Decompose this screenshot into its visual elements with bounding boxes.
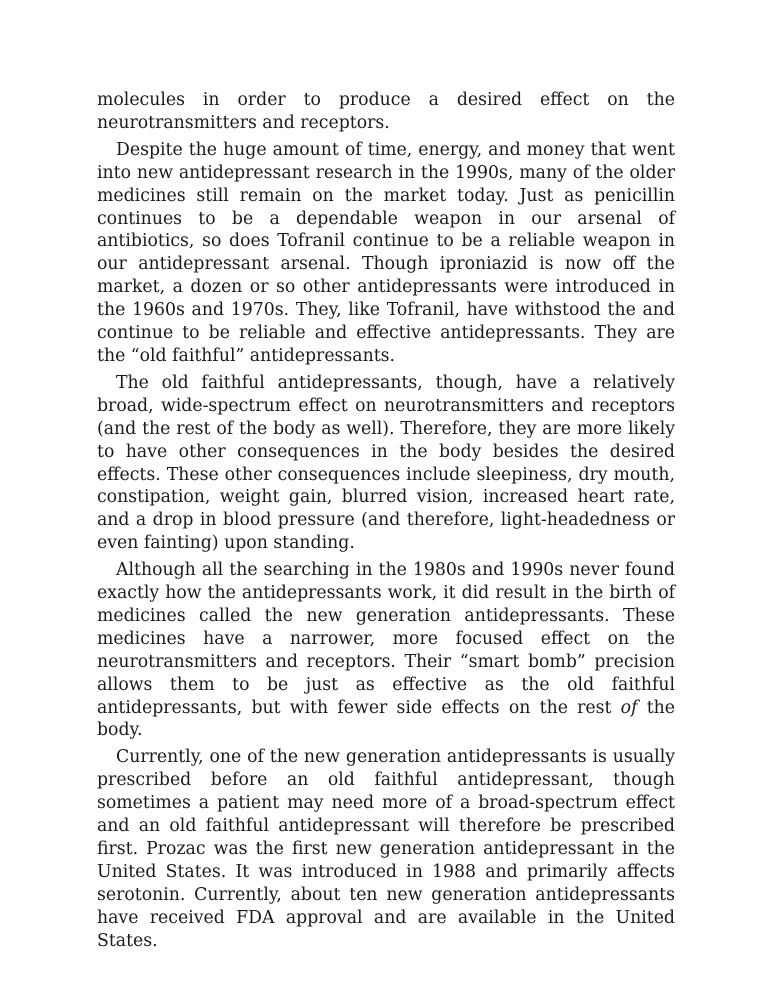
paragraph-old-medicines: Despite the huge amount of time, energy, and money that went into new antidepressant research in the 1990s, many of the older medicines still remain on the market today. Just as penicillin continues to be a dependable weapon in our arsenal of antibiotics, so does Tofranil continue to be a reliable weapon in our antidepressant arsenal. Though iproniazid is now off the market, a dozen or so other antidepressants were introduced in the 1960s and 1970s. They, like Tofranil, have withstood the and continue to be reliable and effective antidepressants. They are the “old faithful” antidepressants. — [97, 139, 675, 366]
paragraph-text-segment: Although all the searching in the 1980s and 1990s never found exactly how the antidepressants work, it did result in the birth of medicines called the new generation antidepressants. These medicines have a narrower, more focused effect on the neurotransmitters and receptors. Their “smart bomb” precision allows them to be just as effective as the old faithful antidepressants, but with fewer side effects on the rest — [97, 560, 675, 718]
italic-word: of — [620, 697, 638, 718]
book-page-body — [97, 89, 675, 957]
paragraph-old-faithful-side-effects: The old faithful antidepressants, though, have a relatively broad, wide-spectrum effect on neurotransmitters and receptors (and the rest of the body as well). Therefore, they are more likely to have other consequences in the body besides the desired effects. These other consequences include sleepiness, dry mouth, constipation, weight gain, blurred vision, increased heart rate, and a drop in blood pressure (and therefore, light-headedness or even fainting) upon standing. — [97, 372, 675, 554]
paragraph-continuation: molecules in order to produce a desired effect on the neurotransmitters and receptors. — [97, 90, 675, 133]
paragraph-prozac: Currently, one of the new generation antidepressants is usually prescribed before an old faithful antidepressant, though sometimes a patient may need more of a broad-spectrum effect and an old faithful antidepressant will therefore be prescribed first. Prozac was the first new generation antidepressant in the United States. It was introduced in 1988 and primarily affects serotonin. Currently, about ten new generation antidepressants have received FDA approval and are available in the United States. — [97, 747, 675, 951]
paragraph-new-generation — [97, 559, 675, 742]
paragraph-text-segment: the body. — [97, 697, 676, 741]
